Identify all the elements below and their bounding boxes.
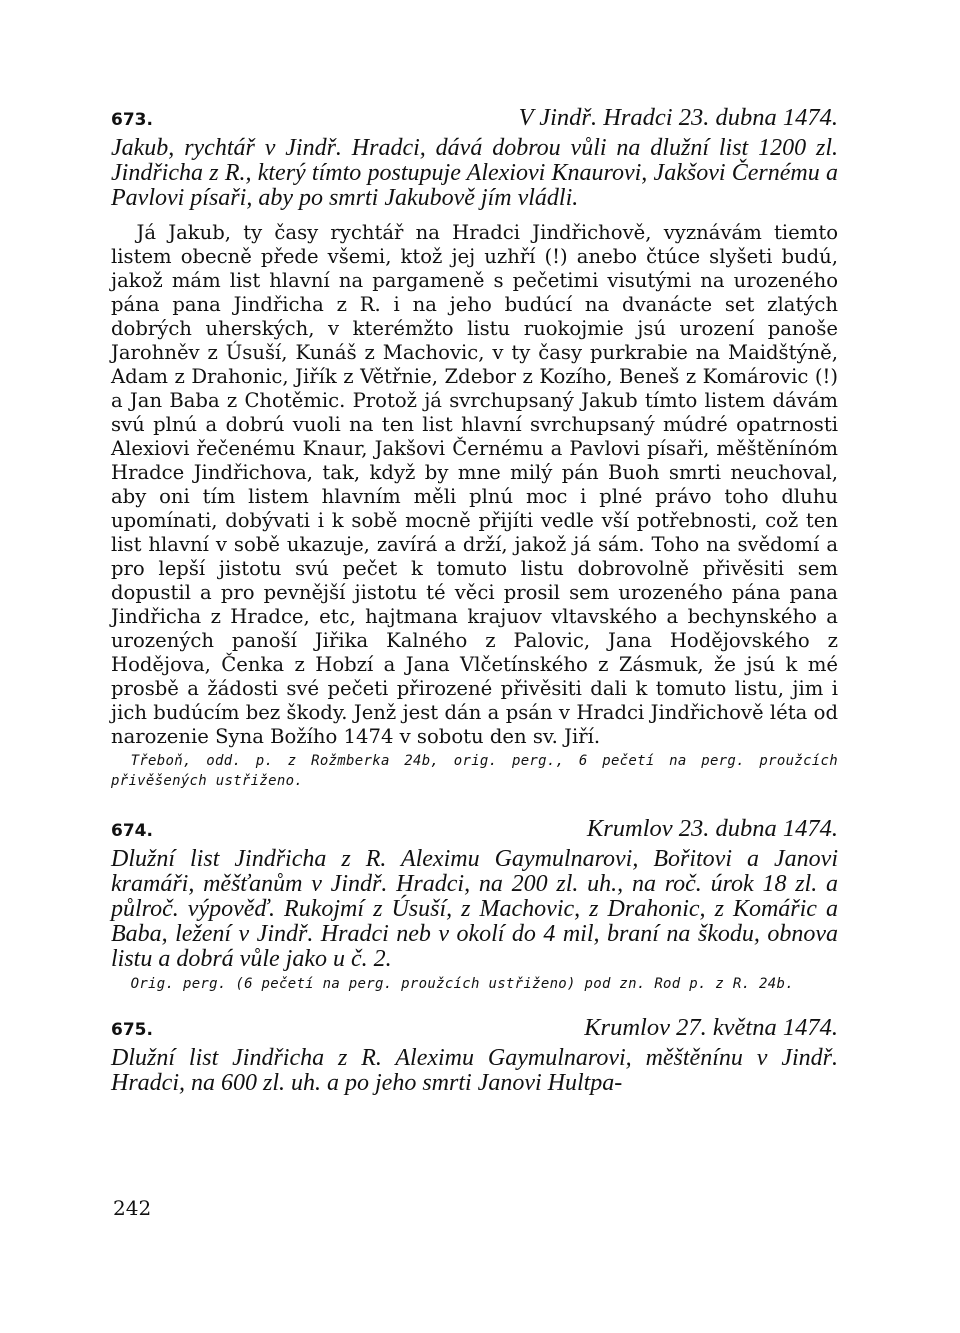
entry-text: Já Jakub, ty časy rychtář na Hradci Jindřichově, vyznávám tiemto listem obecně přede všemi, ktož jej uzhří (!) anebo čtúce slyšeti budú, jakož mám list hlavní na pargameně s pečetimi visutými na urozeného pána pana Jindřicha z R. i na jeho budúcí na dvanácte set zlatých dobrých uherských, v kterémžto listu ruokojmie jsú urození panoše Jarohněv z Úsuší, Kunáš z Machovic, v ty časy purkrabie na Maidštýně, Adam z Drahonic, Jiřík z Větřnie, Zdebor z Kozího, Beneš z Komárovic (!) a Jan Baba z Chotěmic. Protož já svrchupsaný Jakub tímto listem dávám svú plnú a dobrú vuoli na ten list hlavní svrchupsaný múdré opatrnosti Alexiovi řečenému Knaur, Jakšovi Černému a Pavlovi písaři, měštěnínóm Hradce Jindřichova, tak, když by mne milý pán Buoh smrti neuchoval, aby oni tím listem hlavním měli plnú moc i plné právo toho dluhu upomínati, dobývati i k sobě mocně přijíti vedle vší potřebnosti, což ten list hlavní v sobě ukazuje, zavírá a drží, jakož já sám. Toho na svědomí a pro lepší jistotu svú pečet k tomuto listu dobrovolně přivěsiti sem dopustil a pro pevnější jistotu té věci prosil sem urozeného pána pana Jindřicha z Hradce, etc, hajtmana krajuov vltavského a bechynského a urozených panoší Jiřika Kalného z Palovic, Jana Hodějovského z Hodějova, Čenka z Hobzí a Jana Vlčetínského z Zásmuk, že jsú k mé prosbě a žádosti své pečeti přirozené přivěsiti dali k tomuto listu, jim i jich budúcím bez škody. Jenž jest dán a psán v Hradci Jindřichově léta od narozenie Syna Božího 1474 v sobotu den sv. Jiří. bbox=[111, 221, 838, 748]
entry-674 bbox=[111, 815, 838, 994]
entry-regest: Dlužní list Jindřicha z R. Aleximu Gaymulnarovi, Bořitovi a Janovi kramáři, měšťanům v Jindř. Hradci, na 200 zl. uh., na roč. úrok 18 zl. a půlroč. výpověď. Rukojmí z Úsuší, z Machovic, z Drahonic, z Komářic a Baba, ležení v Jindř. Hradci neb v okolí do 4 mil, braní na škodu, obnova listu a dobrá vůle jako u č. 2. bbox=[111, 846, 838, 972]
entry-number: 674. bbox=[111, 821, 153, 841]
entry-header bbox=[111, 104, 838, 132]
document-page bbox=[111, 104, 838, 1096]
page-number: 242 bbox=[113, 1196, 152, 1220]
entry-source-note: Třeboň, odd. p. z Rožmberka 24b, orig. perg., 6 pečetí na perg. proužcích přivěšených ustřiženo. bbox=[111, 753, 838, 789]
entry-number: 675. bbox=[111, 1020, 153, 1040]
entry-place-date: Krumlov 27. května 1474. bbox=[584, 1014, 838, 1041]
entry-number: 673. bbox=[111, 110, 153, 130]
entry-header bbox=[111, 815, 838, 843]
entry-regest: Dlužní list Jindřicha z R. Aleximu Gaymulnarovi, měštěnínu v Jindř. Hradci, na 600 zl. uh. a po jeho smrti Janovi Hultpa- bbox=[111, 1045, 838, 1096]
entry-header bbox=[111, 1014, 838, 1042]
entry-source-note: Orig. perg. (6 pečetí na perg. proužcích ustřiženo) pod zn. Rod p. z R. 24b. bbox=[130, 976, 794, 992]
entry-675 bbox=[111, 1014, 838, 1096]
entry-673 bbox=[111, 104, 838, 791]
entry-place-date: V Jindř. Hradci 23. dubna 1474. bbox=[518, 104, 838, 131]
entry-regest: Jakub, rychtář v Jindř. Hradci, dává dobrou vůli na dlužní list 1200 zl. Jindřicha z R., který tímto postupuje Alexiovi Knaurovi, Jakšovi Černému a Pavlovi písaři, aby po smrti Jakubově jím vládli. bbox=[111, 135, 838, 211]
entry-place-date: Krumlov 23. dubna 1474. bbox=[586, 815, 838, 842]
